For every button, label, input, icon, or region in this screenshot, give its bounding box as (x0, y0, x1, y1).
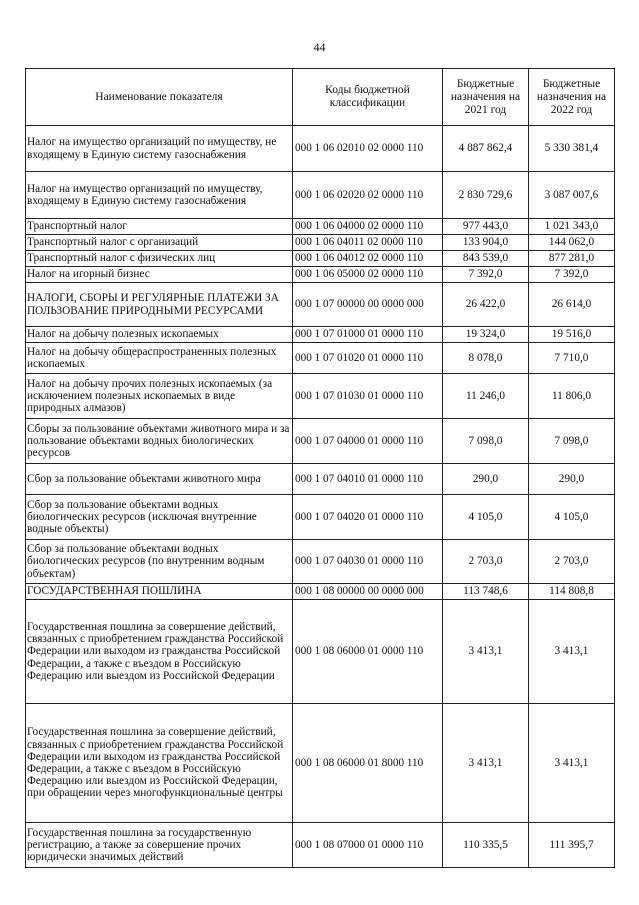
row-value-2022: 3 413,1 (529, 704, 615, 823)
row-value-2021: 8 078,0 (443, 343, 529, 374)
row-value-2022: 877 281,0 (529, 251, 615, 267)
row-code: 000 1 07 01020 01 0000 110 (293, 343, 443, 374)
row-value-2021: 4 887 862,4 (443, 126, 529, 172)
row-code: 000 1 06 04011 02 0000 110 (293, 235, 443, 251)
row-code: 000 1 07 04030 01 0000 110 (293, 540, 443, 584)
row-name: Сбор за пользование объектами водных биологических ресурсов (исключая внутренние водные объекты) (26, 495, 293, 540)
table-row (26, 219, 615, 235)
row-name: Налог на имущество организаций по имуществу, не входящему в Единую систему газоснабжения (26, 126, 293, 172)
row-value-2021: 2 703,0 (443, 540, 529, 584)
page-number: 44 (313, 40, 326, 54)
header-name: Наименование показателя (26, 69, 293, 126)
row-value-2021: 7 392,0 (443, 267, 529, 283)
table-row (26, 267, 615, 283)
header-2022: Бюджетные назначения на 2022 год (529, 69, 615, 126)
budget-table (25, 68, 615, 868)
row-name: Сбор за пользование объектами водных биологических ресурсов (по внутренним водным объектам) (26, 540, 293, 584)
table-row (26, 419, 615, 464)
row-value-2022: 3 087 007,6 (529, 172, 615, 219)
row-value-2021: 110 335,5 (443, 823, 529, 868)
row-value-2022: 19 516,0 (529, 327, 615, 343)
row-value-2022: 2 703,0 (529, 540, 615, 584)
row-name: Налог на имущество организаций по имуществу, входящему в Единую систему газоснабжения (26, 172, 293, 219)
row-value-2021: 7 098,0 (443, 419, 529, 464)
row-name: Сбор за пользование объектами животного мира (26, 464, 293, 495)
row-code: 000 1 08 06000 01 0000 110 (293, 600, 443, 704)
row-code: 000 1 06 04012 02 0000 110 (293, 251, 443, 267)
row-value-2021: 3 413,1 (443, 704, 529, 823)
table-row (26, 704, 615, 823)
table-row (26, 126, 615, 172)
row-code: 000 1 06 05000 02 0000 110 (293, 267, 443, 283)
row-name: Налог на добычу полезных ископаемых (26, 327, 293, 343)
row-code: 000 1 08 06000 01 8000 110 (293, 704, 443, 823)
table-row (26, 235, 615, 251)
row-code: 000 1 07 01000 01 0000 110 (293, 327, 443, 343)
row-value-2022: 11 806,0 (529, 374, 615, 419)
row-code: 000 1 07 04000 01 0000 110 (293, 419, 443, 464)
table-row (26, 823, 615, 868)
row-code: 000 1 08 00000 00 0000 000 (293, 584, 443, 600)
table-row (26, 251, 615, 267)
header-2021: Бюджетные назначения на 2021 год (443, 69, 529, 126)
row-name: НАЛОГИ, СБОРЫ И РЕГУЛЯРНЫЕ ПЛАТЕЖИ ЗА ПОЛЬЗОВАНИЕ ПРИРОДНЫМИ РЕСУРСАМИ (26, 283, 293, 327)
row-value-2022: 1 021 343,0 (529, 219, 615, 235)
row-value-2021: 19 324,0 (443, 327, 529, 343)
table-row (26, 343, 615, 374)
row-name: Налог на добычу общераспространенных полезных ископаемых (26, 343, 293, 374)
row-name: Налог на добычу прочих полезных ископаемых (за исключением полезных ископаемых в виде природных алмазов) (26, 374, 293, 419)
header-code: Коды бюджетной классификации (293, 69, 443, 126)
row-name: Государственная пошлина за государственную регистрацию, а также за совершение прочих юридически значимых действий (26, 823, 293, 868)
table-row (26, 600, 615, 704)
table-row (26, 283, 615, 327)
row-code: 000 1 07 04020 01 0000 110 (293, 495, 443, 540)
row-value-2022: 7 392,0 (529, 267, 615, 283)
table-row (26, 495, 615, 540)
table-row (26, 172, 615, 219)
row-name: ГОСУДАРСТВЕННАЯ ПОШЛИНА (26, 584, 293, 600)
row-name: Налог на игорный бизнес (26, 267, 293, 283)
table-header-row (26, 69, 615, 126)
table-row (26, 464, 615, 495)
row-code: 000 1 07 00000 00 0000 000 (293, 283, 443, 327)
row-code: 000 1 08 07000 01 0000 110 (293, 823, 443, 868)
row-value-2021: 4 105,0 (443, 495, 529, 540)
row-code: 000 1 07 04010 01 0000 110 (293, 464, 443, 495)
row-value-2022: 144 062,0 (529, 235, 615, 251)
row-name: Государственная пошлина за совершение действий, связанных с приобретением гражданства Российской Федерации или выходом из гражданства Российской Федерации, а также с въездом в Российскую Федерацию или выездом из Российской Федерации, при обращении через многофункциональные центры (26, 704, 293, 823)
row-value-2021: 843 539,0 (443, 251, 529, 267)
row-name: Сборы за пользование объектами животного мира и за пользование объектами водных биологических ресурсов (26, 419, 293, 464)
row-name: Транспортный налог с организаций (26, 235, 293, 251)
row-value-2021: 113 748,6 (443, 584, 529, 600)
table-row (26, 374, 615, 419)
row-name: Транспортный налог с физических лиц (26, 251, 293, 267)
row-value-2022: 4 105,0 (529, 495, 615, 540)
row-value-2022: 3 413,1 (529, 600, 615, 704)
table-row (26, 584, 615, 600)
row-code: 000 1 06 04000 02 0000 110 (293, 219, 443, 235)
row-name: Государственная пошлина за совершение действий, связанных с приобретением гражданства Российской Федерации или выходом из гражданства Российской Федерации, а также с въездом в Российскую Федерацию или выездом из Российской Федерации (26, 600, 293, 704)
row-code: 000 1 06 02010 02 0000 110 (293, 126, 443, 172)
row-value-2021: 133 904,0 (443, 235, 529, 251)
row-value-2022: 114 808,8 (529, 584, 615, 600)
row-value-2022: 5 330 381,4 (529, 126, 615, 172)
table-row (26, 540, 615, 584)
table-row (26, 327, 615, 343)
row-value-2022: 26 614,0 (529, 283, 615, 327)
row-code: 000 1 07 01030 01 0000 110 (293, 374, 443, 419)
row-name: Транспортный налог (26, 219, 293, 235)
row-value-2021: 2 830 729,6 (443, 172, 529, 219)
row-value-2021: 3 413,1 (443, 600, 529, 704)
row-value-2021: 11 246,0 (443, 374, 529, 419)
row-value-2021: 290,0 (443, 464, 529, 495)
row-code: 000 1 06 02020 02 0000 110 (293, 172, 443, 219)
row-value-2021: 977 443,0 (443, 219, 529, 235)
row-value-2022: 7 710,0 (529, 343, 615, 374)
row-value-2022: 290,0 (529, 464, 615, 495)
row-value-2022: 111 395,7 (529, 823, 615, 868)
row-value-2021: 26 422,0 (443, 283, 529, 327)
row-value-2022: 7 098,0 (529, 419, 615, 464)
